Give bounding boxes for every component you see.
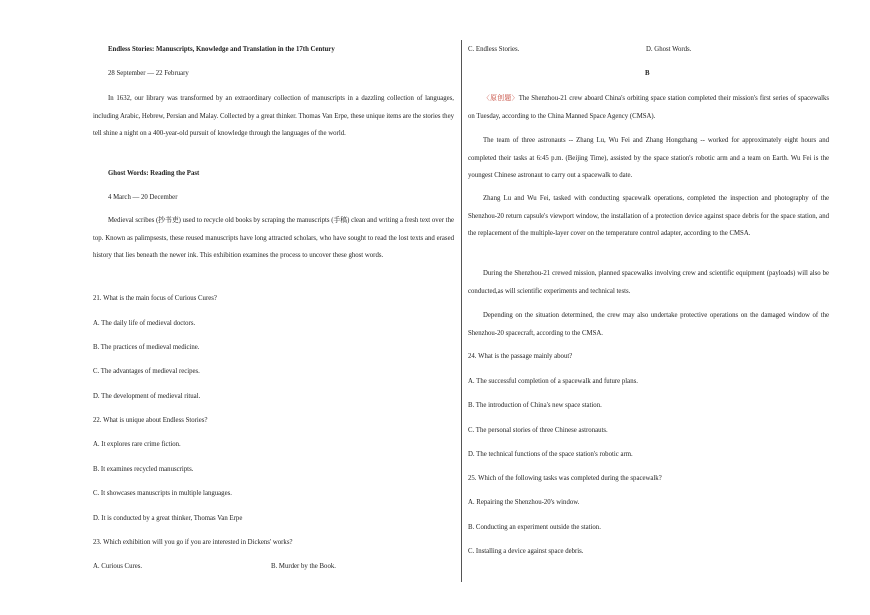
question-24-option-c: C. The personal stories of three Chinese astronauts. [468, 427, 608, 434]
passage-paragraph-3: Zhang Lu and Wu Fei, tasked with conducting spacewalk operations, completed the inspection and photography of the Shenzhou-20 return capsule's viewport window, the installation of a protection device against space debris for the space station, and the replacement of the multiple-layer cover on the temperature control adapter, according to the CMSA. [468, 195, 829, 237]
question-23-option-b: B. Murder by the Book. [271, 563, 336, 570]
passage-paragraph-2: The team of three astronauts -- Zhang Lu, Wu Fei and Zhang Hongzhang -- worked for approximately eight hours and completed their tasks at 6:45 p.m. (Beijing Time), assisted by the space station's robotic arm and a team on Earth. Wu Fei is the youngest Chinese astronaut to carry out a spacewalk to date. [468, 137, 829, 179]
exhibition-description-ghost-words: Medieval scribes (抄书吏) used to recycle old books by scraping the manuscripts (手稿) clean and writing a fresh text over the top. Known as palimpsests, these reused manuscripts have long attracted scholars, who have sought to read the lost texts and erased history that lies beneath the newer ink. This exhibition examines the process to uncover these ghost words. [93, 217, 454, 259]
exhibition-date-endless-stories: 28 September — 22 February [108, 70, 189, 77]
original-question-tag: 〈原创题〉 [483, 95, 519, 102]
passage-paragraph-1-text: The Shenzhou-21 crew aboard China's orbiting space station completed their mission's first series of spacewalks on Tuesday, according to the China Manned Space Agency (CMSA). [468, 95, 830, 120]
question-25-option-b: B. Conducting an experiment outside the station. [468, 524, 601, 531]
passage-paragraph-5: Depending on the situation determined, the crew may also undertake protective operations on the damaged window of the Shenzhou-20 spacecraft, according to the CMSA. [468, 312, 829, 337]
passage-paragraph-1 [468, 90, 829, 125]
section-heading-b: B [645, 70, 650, 77]
exhibition-title-endless-stories: Endless Stories: Manuscripts, Knowledge and Translation in the 17th Century [108, 46, 335, 53]
question-23: 23. Which exhibition will you go if you are interested in Dickens' works? [93, 539, 293, 546]
exhibition-date-ghost-words: 4 March — 20 December [108, 194, 178, 201]
question-25-option-a: A. Repairing the Shenzhou-20's window. [468, 499, 580, 506]
question-25: 25. Which of the following tasks was completed during the spacewalk? [468, 475, 662, 482]
exhibition-title-ghost-words: Ghost Words: Reading the Past [108, 170, 200, 177]
question-23-option-a: A. Curious Cures. [93, 563, 143, 570]
question-25-option-c: C. Installing a device against space debris. [468, 548, 584, 555]
question-22: 22. What is unique about Endless Stories? [93, 417, 208, 424]
question-21-option-a: A. The daily life of medieval doctors. [93, 320, 196, 327]
exhibition-description-endless-stories: In 1632, our library was transformed by an extraordinary collection of manuscripts in a dazzling collection of languages, including Arabic, Hebrew, Persian and Malay. Collected by a great thinker. Thomas Van Erpe, these unique items are the stories they tell shine a night on a 400-year-old pursuit of knowledge through the languages of the world. [93, 95, 454, 137]
question-22-option-d: D. It is conducted by a great thinker, Thomas Van Erpe [93, 515, 243, 522]
column-divider [461, 40, 462, 582]
question-24-option-a: A. The successful completion of a spacewalk and future plans. [468, 378, 638, 385]
question-21: 21. What is the main focus of Curious Cures? [93, 295, 217, 302]
question-22-option-a: A. It explores rare crime fiction. [93, 441, 181, 448]
question-24: 24. What is the passage mainly about? [468, 353, 573, 360]
question-21-option-c: C. The advantages of medieval recipes. [93, 368, 200, 375]
question-24-option-d: D. The technical functions of the space station's robotic arm. [468, 451, 633, 458]
question-22-option-c: C. It showcases manuscripts in multiple languages. [93, 490, 232, 497]
passage-paragraph-4: During the Shenzhou-21 crewed mission, planned spacewalks involving crew and scientific equipment (payloads) will also be conducted,as will scientific experiments and technical tests. [468, 270, 829, 295]
question-23-option-d: D. Ghost Words. [646, 46, 692, 53]
question-21-option-d: D. The development of medieval ritual. [93, 393, 201, 400]
question-23-option-c: C. Endless Stories. [468, 46, 520, 53]
question-21-option-b: B. The practices of medieval medicine. [93, 344, 200, 351]
question-22-option-b: B. It examines recycled manuscripts. [93, 466, 194, 473]
question-24-option-b: B. The introduction of China's new space station. [468, 402, 602, 409]
